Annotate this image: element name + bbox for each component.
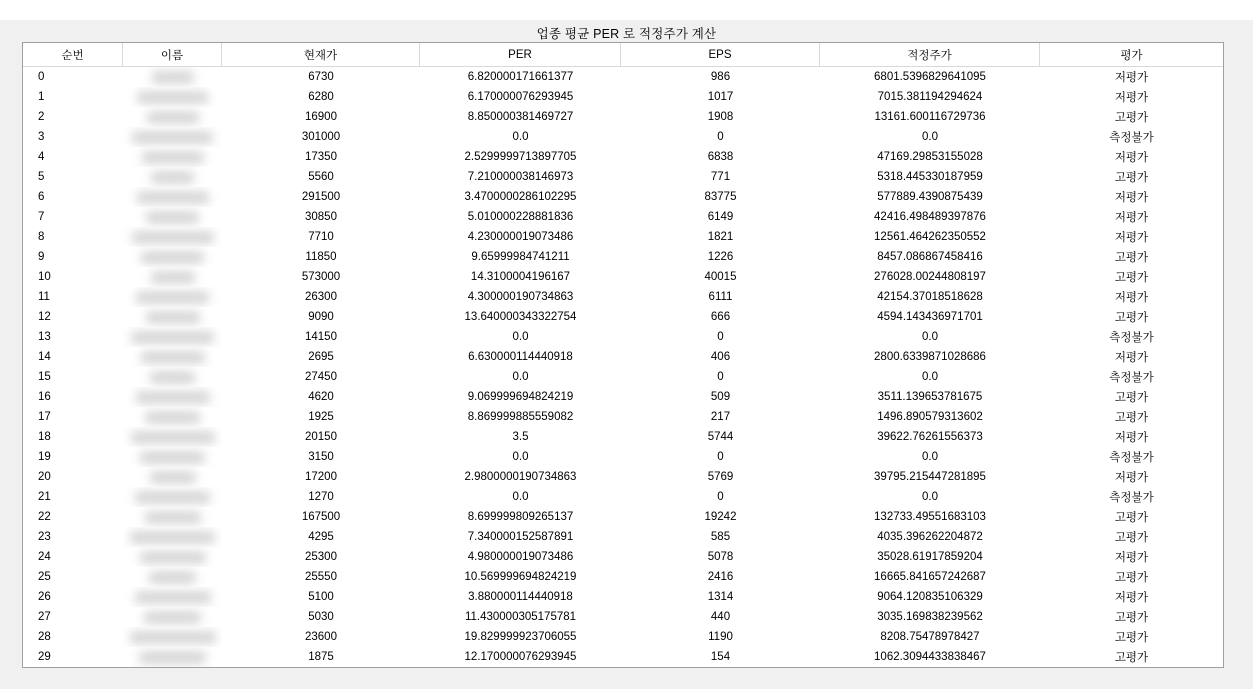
table-row[interactable] xyxy=(23,647,1223,667)
table-row[interactable] xyxy=(23,307,1223,327)
table-row[interactable] xyxy=(23,367,1223,387)
cell-eps: 6111 xyxy=(708,291,733,303)
column-header-fair-price[interactable]: 적정주가 xyxy=(820,43,1040,66)
cell-per: 6.630000114440918 xyxy=(468,351,573,363)
table-row[interactable] xyxy=(23,487,1223,507)
cell-fair-price: 8208.75478978427 xyxy=(880,631,980,643)
redacted-name-blur xyxy=(131,431,215,444)
cell-fair-price: 3035.169838239562 xyxy=(877,611,983,623)
cell-price: 20150 xyxy=(305,431,337,443)
cell-fair-price: 4594.143436971701 xyxy=(877,311,983,323)
table-row[interactable] xyxy=(23,447,1223,467)
redacted-name-blur xyxy=(150,371,195,384)
cell-evaluation: 저평가 xyxy=(1114,92,1149,104)
cell-evaluation: 고평가 xyxy=(1114,632,1149,644)
cell-eps: 40015 xyxy=(704,271,737,283)
redacted-name-blur xyxy=(130,631,216,644)
cell-price: 17200 xyxy=(305,471,337,483)
redacted-name-blur xyxy=(140,451,205,464)
cell-evaluation: 고평가 xyxy=(1114,392,1149,404)
cell-name xyxy=(123,127,222,147)
cell-fair-price: 0.0 xyxy=(922,371,938,383)
cell-index: 27 xyxy=(38,611,51,623)
redacted-name-blur xyxy=(144,611,201,624)
cell-price: 167500 xyxy=(301,511,341,523)
cell-price: 301000 xyxy=(301,131,341,143)
cell-index: 2 xyxy=(38,111,45,123)
cell-per: 5.010000228881836 xyxy=(467,211,574,223)
cell-per: 0.0 xyxy=(512,331,529,343)
cell-fair-price: 0.0 xyxy=(922,491,938,503)
redacted-name-blur xyxy=(135,591,211,604)
table-row[interactable] xyxy=(23,567,1223,587)
cell-per: 2.9800000190734863 xyxy=(464,471,577,483)
cell-evaluation: 고평가 xyxy=(1114,612,1149,624)
cell-name xyxy=(123,187,222,207)
table-row[interactable] xyxy=(23,607,1223,627)
redacted-name-blur xyxy=(132,231,214,244)
cell-index: 24 xyxy=(38,551,51,563)
cell-per: 3.4700000286102295 xyxy=(464,191,577,203)
cell-fair-price: 1496.890579313602 xyxy=(877,411,983,423)
cell-evaluation: 저평가 xyxy=(1114,192,1149,204)
cell-per: 4.300000190734863 xyxy=(467,291,574,303)
redacted-name-blur xyxy=(142,151,204,164)
table-row[interactable] xyxy=(23,107,1223,127)
table-row[interactable] xyxy=(23,407,1223,427)
table-body xyxy=(23,67,1223,667)
cell-per: 19.829999923706055 xyxy=(464,631,577,643)
cell-eps: 5078 xyxy=(707,551,734,563)
cell-price: 291500 xyxy=(301,191,341,203)
column-header-index[interactable]: 순번 xyxy=(23,43,123,66)
table-row[interactable] xyxy=(23,87,1223,107)
cell-index: 4 xyxy=(38,151,45,163)
cell-evaluation: 고평가 xyxy=(1114,512,1149,524)
redacted-name-blur xyxy=(147,111,199,124)
cell-fair-price: 577889.4390875439 xyxy=(877,191,983,203)
cell-per: 8.869999885559082 xyxy=(467,411,574,423)
cell-eps: 217 xyxy=(710,411,731,423)
cell-eps: 0 xyxy=(717,491,724,503)
app-window xyxy=(0,20,1253,689)
cell-fair-price: 5318.445330187959 xyxy=(877,171,983,183)
redacted-name-blur xyxy=(131,331,214,344)
cell-name xyxy=(123,567,222,587)
cell-evaluation: 고평가 xyxy=(1114,572,1149,584)
cell-per: 11.430000305175781 xyxy=(464,611,577,623)
cell-fair-price: 0.0 xyxy=(922,131,938,143)
cell-index: 5 xyxy=(38,171,45,183)
cell-price: 7710 xyxy=(308,231,334,243)
cell-price: 11850 xyxy=(305,251,337,263)
table-row[interactable] xyxy=(23,287,1223,307)
cell-per: 10.569999694824219 xyxy=(464,571,577,583)
redacted-name-blur xyxy=(149,571,196,584)
table-row[interactable] xyxy=(23,187,1223,207)
redacted-name-blur xyxy=(135,491,210,504)
table-row[interactable] xyxy=(23,247,1223,267)
cell-index: 12 xyxy=(38,311,51,323)
redacted-name-blur xyxy=(136,391,210,404)
cell-fair-price: 132733.49551683103 xyxy=(874,511,986,523)
cell-name xyxy=(123,467,222,487)
column-header-evaluation[interactable]: 평가 xyxy=(1120,49,1143,62)
cell-per: 4.230000019073486 xyxy=(467,231,574,243)
cell-eps: 406 xyxy=(710,351,731,363)
cell-per: 2.5299999713897705 xyxy=(464,151,577,163)
cell-eps: 83775 xyxy=(704,191,737,203)
redacted-name-blur xyxy=(136,291,209,304)
cell-fair-price: 39795.215447281895 xyxy=(874,471,986,483)
cell-fair-price: 2800.6339871028686 xyxy=(874,351,986,363)
table-row[interactable] xyxy=(23,67,1223,87)
cell-eps: 0 xyxy=(717,331,724,343)
cell-name xyxy=(123,407,222,427)
table-row[interactable] xyxy=(23,167,1223,187)
cell-fair-price: 13161.600116729736 xyxy=(874,111,986,123)
cell-evaluation: 고평가 xyxy=(1114,112,1149,124)
cell-index: 15 xyxy=(38,371,51,383)
cell-price: 5100 xyxy=(308,591,334,603)
cell-eps: 1017 xyxy=(707,91,734,103)
cell-per: 0.0 xyxy=(512,371,529,383)
redacted-name-blur xyxy=(146,311,200,324)
cell-price: 25550 xyxy=(305,571,337,583)
table-row[interactable] xyxy=(23,227,1223,247)
cell-per: 9.069999694824219 xyxy=(467,391,574,403)
cell-fair-price: 0.0 xyxy=(922,451,938,463)
table-row[interactable] xyxy=(23,147,1223,167)
cell-price: 6280 xyxy=(308,91,334,103)
table-row[interactable] xyxy=(23,347,1223,367)
cell-eps: 5769 xyxy=(707,471,734,483)
cell-fair-price: 6801.5396829641095 xyxy=(874,71,986,83)
table-row[interactable] xyxy=(23,527,1223,547)
cell-price: 14150 xyxy=(305,331,337,343)
cell-fair-price: 9064.120835106329 xyxy=(877,591,983,603)
cell-fair-price: 1062.3094433838467 xyxy=(874,651,986,663)
cell-name xyxy=(123,327,222,347)
cell-index: 16 xyxy=(38,391,51,403)
redacted-name-blur xyxy=(137,91,208,104)
redacted-name-blur xyxy=(141,251,204,264)
cell-name xyxy=(123,107,222,127)
cell-evaluation: 저평가 xyxy=(1114,232,1149,244)
cell-index: 3 xyxy=(38,131,45,143)
cell-eps: 6149 xyxy=(707,211,734,223)
cell-evaluation: 저평가 xyxy=(1114,552,1149,564)
cell-per: 13.640000343322754 xyxy=(464,311,577,323)
cell-fair-price: 8457.086867458416 xyxy=(877,251,983,263)
cell-price: 9090 xyxy=(308,311,334,323)
cell-fair-price: 7015.381194294624 xyxy=(877,91,983,103)
cell-fair-price: 16665.841657242687 xyxy=(874,571,986,583)
cell-eps: 5744 xyxy=(707,431,734,443)
cell-name xyxy=(123,427,222,447)
cell-name xyxy=(123,207,222,227)
cell-evaluation: 측정불가 xyxy=(1109,492,1154,504)
cell-evaluation: 저평가 xyxy=(1114,432,1149,444)
table-row[interactable] xyxy=(23,627,1223,647)
cell-name xyxy=(123,347,222,367)
cell-name xyxy=(123,67,222,87)
cell-index: 13 xyxy=(38,331,51,343)
per-valuation-table xyxy=(22,42,1224,668)
cell-evaluation: 저평가 xyxy=(1114,292,1149,304)
cell-fair-price: 47169.29853155028 xyxy=(877,151,983,163)
cell-name xyxy=(123,287,222,307)
cell-fair-price: 42416.498489397876 xyxy=(874,211,986,223)
cell-index: 19 xyxy=(38,451,51,463)
cell-price: 2695 xyxy=(308,351,334,363)
cell-index: 11 xyxy=(38,291,50,303)
cell-per: 8.850000381469727 xyxy=(467,111,574,123)
table-row[interactable] xyxy=(23,327,1223,347)
cell-index: 26 xyxy=(38,591,51,603)
table-row[interactable] xyxy=(23,547,1223,567)
cell-evaluation: 저평가 xyxy=(1114,152,1149,164)
cell-name xyxy=(123,547,222,567)
column-header-per[interactable]: PER xyxy=(420,43,621,66)
cell-name xyxy=(123,447,222,467)
cell-evaluation: 고평가 xyxy=(1114,412,1149,424)
cell-evaluation: 고평가 xyxy=(1114,272,1149,284)
redacted-name-blur xyxy=(151,171,194,184)
redacted-name-blur xyxy=(139,651,206,664)
cell-evaluation: 저평가 xyxy=(1114,72,1149,84)
cell-eps: 19242 xyxy=(704,511,737,523)
table-row[interactable] xyxy=(23,507,1223,527)
cell-name xyxy=(123,87,222,107)
cell-price: 1270 xyxy=(308,491,334,503)
cell-index: 1 xyxy=(38,91,45,103)
cell-fair-price: 276028.00244808197 xyxy=(874,271,986,283)
cell-price: 4620 xyxy=(308,391,334,403)
redacted-name-blur xyxy=(132,131,213,144)
cell-evaluation: 저평가 xyxy=(1114,472,1149,484)
redacted-name-blur xyxy=(152,71,194,84)
cell-per: 6.170000076293945 xyxy=(467,91,574,103)
table-row[interactable] xyxy=(23,267,1223,287)
column-header-price[interactable]: 현재가 xyxy=(222,43,420,66)
column-header-eps[interactable]: EPS xyxy=(621,43,820,66)
cell-per: 12.170000076293945 xyxy=(464,651,577,663)
cell-eps: 1821 xyxy=(707,231,734,243)
cell-name xyxy=(123,507,222,527)
cell-evaluation: 고평가 xyxy=(1114,172,1149,184)
cell-index: 14 xyxy=(38,351,51,363)
cell-per: 7.210000038146973 xyxy=(467,171,574,183)
cell-index: 28 xyxy=(38,631,51,643)
cell-index: 29 xyxy=(38,651,51,663)
cell-evaluation: 저평가 xyxy=(1114,212,1149,224)
cell-evaluation: 고평가 xyxy=(1114,312,1149,324)
table-row[interactable] xyxy=(23,587,1223,607)
cell-evaluation: 고평가 xyxy=(1114,252,1149,264)
cell-price: 5560 xyxy=(308,171,334,183)
cell-per: 9.65999984741211 xyxy=(471,251,570,263)
cell-price: 16900 xyxy=(305,111,337,123)
cell-evaluation: 저평가 xyxy=(1114,352,1149,364)
redacted-name-blur xyxy=(141,351,205,364)
cell-eps: 1226 xyxy=(707,251,734,263)
cell-fair-price: 42154.37018518628 xyxy=(877,291,983,303)
cell-evaluation: 저평가 xyxy=(1114,592,1149,604)
cell-per: 3.5 xyxy=(512,431,529,443)
cell-eps: 1314 xyxy=(707,591,734,603)
redacted-name-blur xyxy=(140,551,206,564)
cell-fair-price: 3511.139653781675 xyxy=(877,391,983,403)
cell-index: 8 xyxy=(38,231,45,243)
cell-index: 20 xyxy=(38,471,51,483)
table-row[interactable] xyxy=(23,127,1223,147)
cell-evaluation: 측정불가 xyxy=(1109,332,1154,344)
cell-eps: 771 xyxy=(710,171,731,183)
cell-per: 7.340000152587891 xyxy=(467,531,574,543)
cell-eps: 509 xyxy=(710,391,731,403)
cell-eps: 2416 xyxy=(707,571,734,583)
cell-name xyxy=(123,267,222,287)
cell-price: 17350 xyxy=(305,151,337,163)
table-header-row xyxy=(23,43,1223,67)
cell-eps: 666 xyxy=(710,311,731,323)
cell-fair-price: 12561.464262350552 xyxy=(874,231,986,243)
cell-price: 27450 xyxy=(305,371,337,383)
cell-per: 0.0 xyxy=(512,491,529,503)
cell-name xyxy=(123,147,222,167)
cell-per: 3.880000114440918 xyxy=(468,591,573,603)
cell-index: 23 xyxy=(38,531,51,543)
cell-price: 1925 xyxy=(308,411,334,423)
cell-index: 0 xyxy=(38,71,45,83)
cell-price: 5030 xyxy=(308,611,334,623)
redacted-name-blur xyxy=(146,211,199,224)
cell-name xyxy=(123,487,222,507)
cell-price: 23600 xyxy=(305,631,337,643)
cell-eps: 6838 xyxy=(707,151,734,163)
cell-name xyxy=(123,647,222,667)
cell-price: 573000 xyxy=(301,271,341,283)
cell-price: 3150 xyxy=(308,451,334,463)
table-row[interactable] xyxy=(23,427,1223,447)
cell-price: 26300 xyxy=(305,291,337,303)
cell-fair-price: 4035.396262204872 xyxy=(877,531,983,543)
cell-eps: 0 xyxy=(717,451,724,463)
cell-per: 4.980000019073486 xyxy=(467,551,574,563)
cell-price: 6730 xyxy=(308,71,334,83)
cell-index: 18 xyxy=(38,431,51,443)
cell-name xyxy=(123,167,222,187)
cell-name xyxy=(123,307,222,327)
cell-index: 10 xyxy=(38,271,51,283)
cell-name xyxy=(123,607,222,627)
cell-evaluation: 고평가 xyxy=(1114,652,1149,664)
redacted-name-blur xyxy=(130,531,215,544)
cell-name xyxy=(123,627,222,647)
cell-price: 25300 xyxy=(305,551,337,563)
cell-per: 8.699999809265137 xyxy=(467,511,574,523)
cell-price: 4295 xyxy=(308,531,334,543)
cell-eps: 986 xyxy=(710,71,731,83)
cell-name xyxy=(123,587,222,607)
cell-evaluation: 측정불가 xyxy=(1109,132,1154,144)
cell-price: 30850 xyxy=(305,211,337,223)
cell-name xyxy=(123,367,222,387)
page-title: 업종 평균 PER 로 적정주가 계산 xyxy=(536,27,717,41)
cell-index: 22 xyxy=(38,511,51,523)
cell-evaluation: 측정불가 xyxy=(1109,452,1154,464)
cell-per: 6.820000171661377 xyxy=(467,71,574,83)
cell-eps: 1908 xyxy=(707,111,734,123)
table-row[interactable] xyxy=(23,467,1223,487)
cell-eps: 0 xyxy=(717,371,724,383)
table-row[interactable] xyxy=(23,207,1223,227)
cell-eps: 1190 xyxy=(708,631,733,643)
cell-eps: 0 xyxy=(717,131,724,143)
cell-fair-price: 39622.76261556373 xyxy=(877,431,983,443)
cell-index: 21 xyxy=(38,491,51,503)
cell-eps: 585 xyxy=(710,531,731,543)
table-row[interactable] xyxy=(23,387,1223,407)
cell-eps: 154 xyxy=(710,651,731,663)
cell-fair-price: 35028.61917859204 xyxy=(877,551,983,563)
cell-index: 25 xyxy=(38,571,51,583)
redacted-name-blur xyxy=(145,511,201,524)
cell-eps: 440 xyxy=(710,611,731,623)
cell-name xyxy=(123,387,222,407)
redacted-name-blur xyxy=(151,271,195,284)
cell-index: 9 xyxy=(38,251,45,263)
cell-evaluation: 측정불가 xyxy=(1109,372,1154,384)
cell-name xyxy=(123,527,222,547)
cell-per: 0.0 xyxy=(512,131,529,143)
cell-evaluation: 고평가 xyxy=(1114,532,1149,544)
cell-index: 7 xyxy=(38,211,45,223)
cell-index: 17 xyxy=(38,411,51,423)
cell-name xyxy=(123,227,222,247)
cell-name xyxy=(123,247,222,267)
cell-index: 6 xyxy=(38,191,45,203)
redacted-name-blur xyxy=(145,411,200,424)
column-header-name[interactable]: 이름 xyxy=(123,43,222,66)
cell-price: 1875 xyxy=(308,651,334,663)
cell-per: 14.3100004196167 xyxy=(470,271,571,283)
cell-fair-price: 0.0 xyxy=(922,331,938,343)
redacted-name-blur xyxy=(137,191,209,204)
cell-per: 0.0 xyxy=(512,451,529,463)
redacted-name-blur xyxy=(150,471,196,484)
